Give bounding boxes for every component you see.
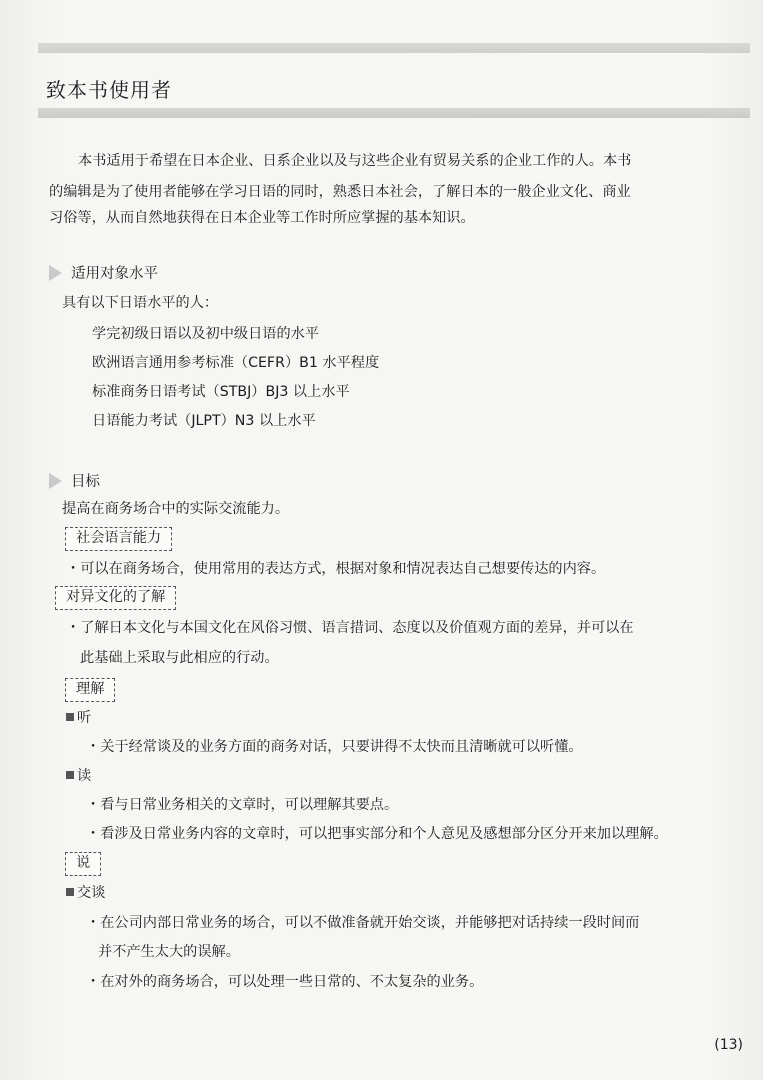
section-goals — [49, 470, 100, 491]
square-bullet-icon — [66, 771, 74, 779]
cross-cultural-item-line-2: 此基础上采取与此相应的行动。 — [80, 650, 279, 666]
reading-subheading: 读 — [66, 766, 91, 786]
comprehension-label: 理解 — [65, 678, 115, 702]
listening-item: ・关于经常谈及的业务方面的商务对话，只要讲得不太快而且清晰就可以听懂。 — [86, 739, 583, 755]
social-language-item: ・可以在商务场合，使用常用的表达方式，根据对象和情况表达自己想要传达的内容。 — [66, 561, 606, 577]
speaking-label: 说 — [65, 852, 101, 876]
section-heading: 目标 — [71, 474, 100, 490]
cross-cultural-item-line-1: ・了解日本文化与本国文化在风俗习惯、语言措词、态度以及价值观方面的差异，并可以在 — [66, 620, 634, 636]
triangle-bullet-icon — [49, 473, 62, 489]
reading-item: ・看涉及日常业务内容的文章时，可以把事实部分和个人意见及感想部分区分开来加以理解。 — [86, 826, 668, 842]
square-bullet-icon — [66, 888, 74, 896]
page-number: (13) — [714, 1037, 743, 1053]
listening-subheading: 听 — [66, 708, 91, 728]
reading-item: ・看与日常业务相关的文章时，可以理解其要点。 — [86, 797, 399, 813]
target-level-lead: 具有以下日语水平的人： — [62, 295, 219, 311]
triangle-bullet-icon — [49, 265, 62, 281]
title-underline-bar — [38, 108, 750, 118]
intro-line-2: 的编辑是为了使用者能够在学习日语的同时，熟悉日本社会，了解日本的一般企业文化、商业 — [49, 184, 631, 200]
conversation-subheading: 交谈 — [66, 883, 105, 903]
social-language-label: 社会语言能力 — [65, 527, 172, 551]
cross-cultural-label: 对异文化的了解 — [55, 586, 176, 610]
page-title: 致本书使用者 — [46, 78, 172, 102]
target-level-item: 日语能力考试（JLPT）N3 以上水平 — [92, 413, 316, 429]
conversation-item-1-line-2: 并不产生太大的误解。 — [98, 944, 240, 960]
target-level-item: 标准商务日语考试（STBJ）BJ3 以上水平 — [92, 384, 350, 400]
conversation-item-1-line-1: ・在公司内部日常业务的场合，可以不做准备就开始交谈，并能够把对话持续一段时间而 — [86, 915, 640, 931]
header-bar — [38, 43, 750, 53]
section-heading: 适用对象水平 — [71, 266, 158, 282]
intro-line-3: 习俗等，从而自然地获得在日本企业等工作时所应掌握的基本知识。 — [49, 210, 475, 226]
conversation-item-2: ・在对外的商务场合，可以处理一些日常的、不太复杂的业务。 — [86, 974, 484, 990]
section-target-level — [49, 262, 158, 283]
target-level-item: 欧洲语言通用参考标准（CEFR）B1 水平程度 — [92, 355, 380, 371]
goals-lead: 提高在商务场合中的实际交流能力。 — [62, 501, 290, 517]
square-bullet-icon — [66, 713, 74, 721]
intro-line-1: 本书适用于希望在日本企业、日系企业以及与这些企业有贸易关系的企业工作的人。本书 — [78, 153, 632, 169]
target-level-item: 学完初级日语以及初中级日语的水平 — [92, 326, 320, 342]
